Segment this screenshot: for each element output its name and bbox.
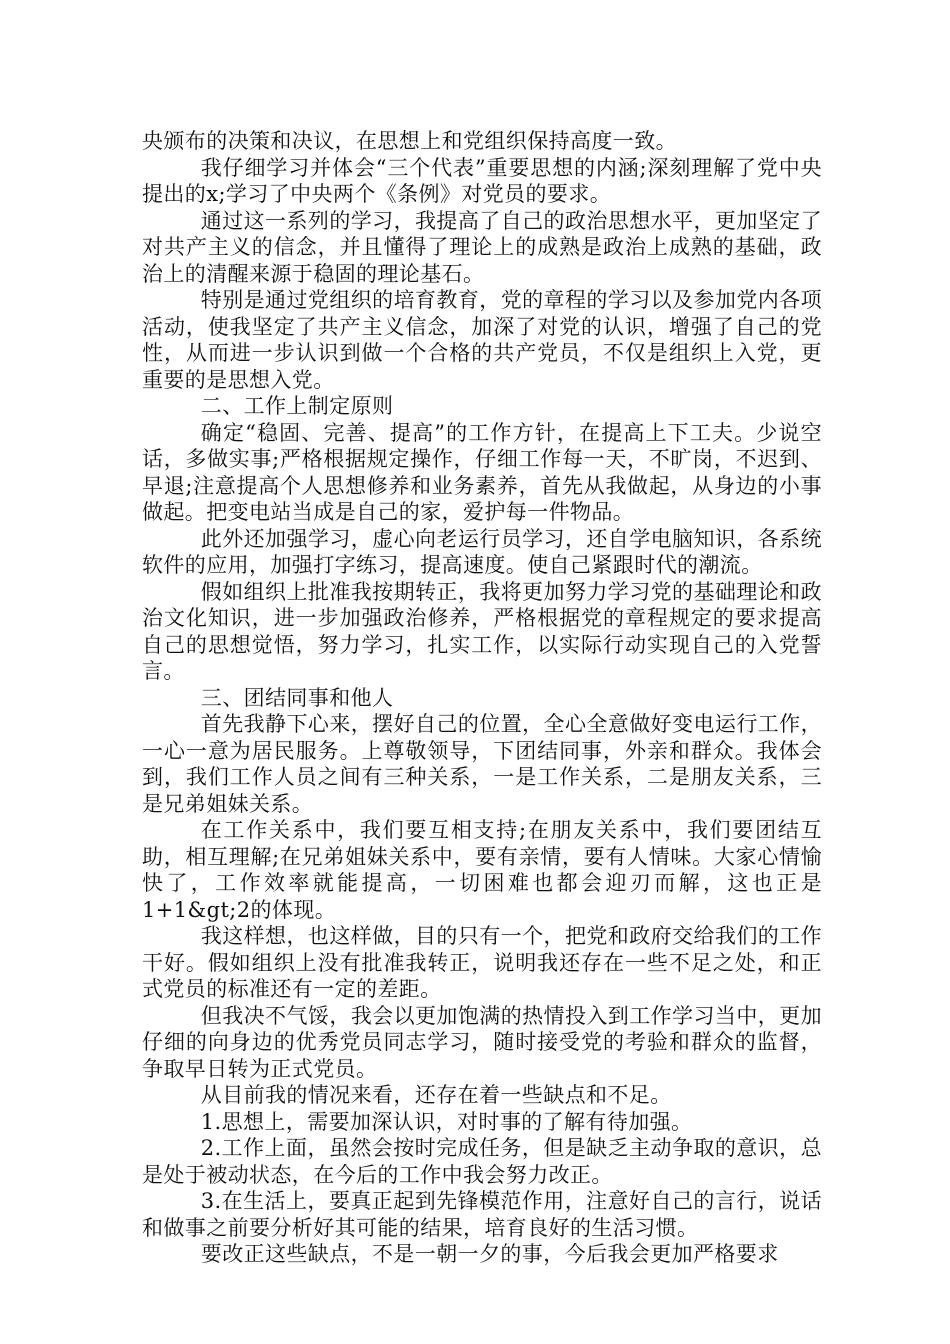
- paragraph-1: 央颁布的决策和决议，在思想上和党组织保持高度一致。: [142, 129, 677, 153]
- list-item-1: 1.思想上，需要加深认识，对时事的了解有待加强。: [200, 1109, 693, 1134]
- paragraph-12: 从目前我的情况来看，还存在着一些缺点和不足。: [200, 1083, 672, 1107]
- paragraph-8: 首先我静下心来，摆好自己的位置，全心全意做好变电运行工作，一心一意为居民服务。上尊敬领导，下团结同事，外亲和群众。我体会到，我们工作人员之间有三种关系，一是工作关系，二是朋友关系，三是兄弟姐妹关系。: [142, 712, 822, 816]
- section-heading-2: 二、工作上制定原则: [200, 394, 394, 418]
- paragraph-3: 通过这一系列的学习，我提高了自己的政治思想水平，更加坚定了对共产主义的信念，并且懂得了理论上的成熟是政治上成熟的基础，政治上的清醒来源于稳固的理论基石。: [142, 208, 822, 286]
- document-body: [142, 128, 822, 1268]
- paragraph-4: 特别是通过党组织的培育教育，党的章程的学习以及参加党内各项活动，使我坚定了共产主义信念，加深了对党的认识，增强了自己的党性，从而进一步认识到做一个合格的共产党员，不仅是组织上入党，更重要的是思想入党。: [142, 288, 822, 392]
- paragraph-13: 要改正这些缺点，不是一朝一夕的事，今后我会更加严格要求: [200, 1242, 779, 1266]
- paragraph-7: 假如组织上批准我按期转正，我将更加努力学习党的基础理论和政治文化知识，进一步加强政治修养，严格根据党的章程规定的要求提高自己的思想觉悟，努力学习，扎实工作，以实际行动实现自己的入党誓言。: [142, 579, 822, 683]
- section-heading-3: 三、团结同事和他人: [200, 685, 394, 710]
- paragraph-10: 我这样想，也这样做，目的只有一个，把党和政府交给我们的工作干好。假如组织上没有批准我转正，说明我还存在一些不足之处，和正式党员的标准还有一定的差距。: [142, 924, 822, 1001]
- paragraph-5: 确定“稳固、完善、提高”的工作方针，在提高上下工夫。少说空话，多做实事;严格根据规定操作，仔细工作每一天，不旷岗，不迟到、早退;注意提高个人思想修养和业务素养，首先从我做起，从身边的小事做起。把变电站当成是自己的家，爱护每一件物品。: [142, 420, 822, 524]
- paragraph-9: 在工作关系中，我们要互相支持;在朋友关系中，我们要团结互助，相互理解;在兄弟姐妹关系中，要有亲情，要有人情味。大家心情愉快了，工作效率就能提高，一切困难也都会迎刃而解，这也正是1+1&gt;2的体现。: [142, 818, 822, 922]
- paragraph-2: 我仔细学习并体会“三个代表”重要思想的内涵;深刻理解了党中央提出的x;学习了中央两个《条例》对党员的要求。: [142, 155, 822, 206]
- list-item-2: 2.工作上面，虽然会按时完成任务，但是缺乏主动争取的意识，总是处于被动状态，在今后的工作中我会努力改正。: [142, 1136, 822, 1187]
- paragraph-6: 此外还加强学习，虚心向老运行员学习，还自学电脑知识，各系统软件的应用，加强打字练习，提高速度。使自己紧跟时代的潮流。: [142, 526, 822, 577]
- list-item-3: 3.在生活上，要真正起到先锋模范作用，注意好自己的言行，说话和做事之前要分析好其可能的结果，培育良好的生活习惯。: [142, 1189, 822, 1240]
- paragraph-11: 但我决不气馁，我会以更加饱满的热情投入到工作学习当中，更加仔细的向身边的优秀党员同志学习，随时接受党的考验和群众的监督，争取早日转为正式党员。: [142, 1003, 822, 1081]
